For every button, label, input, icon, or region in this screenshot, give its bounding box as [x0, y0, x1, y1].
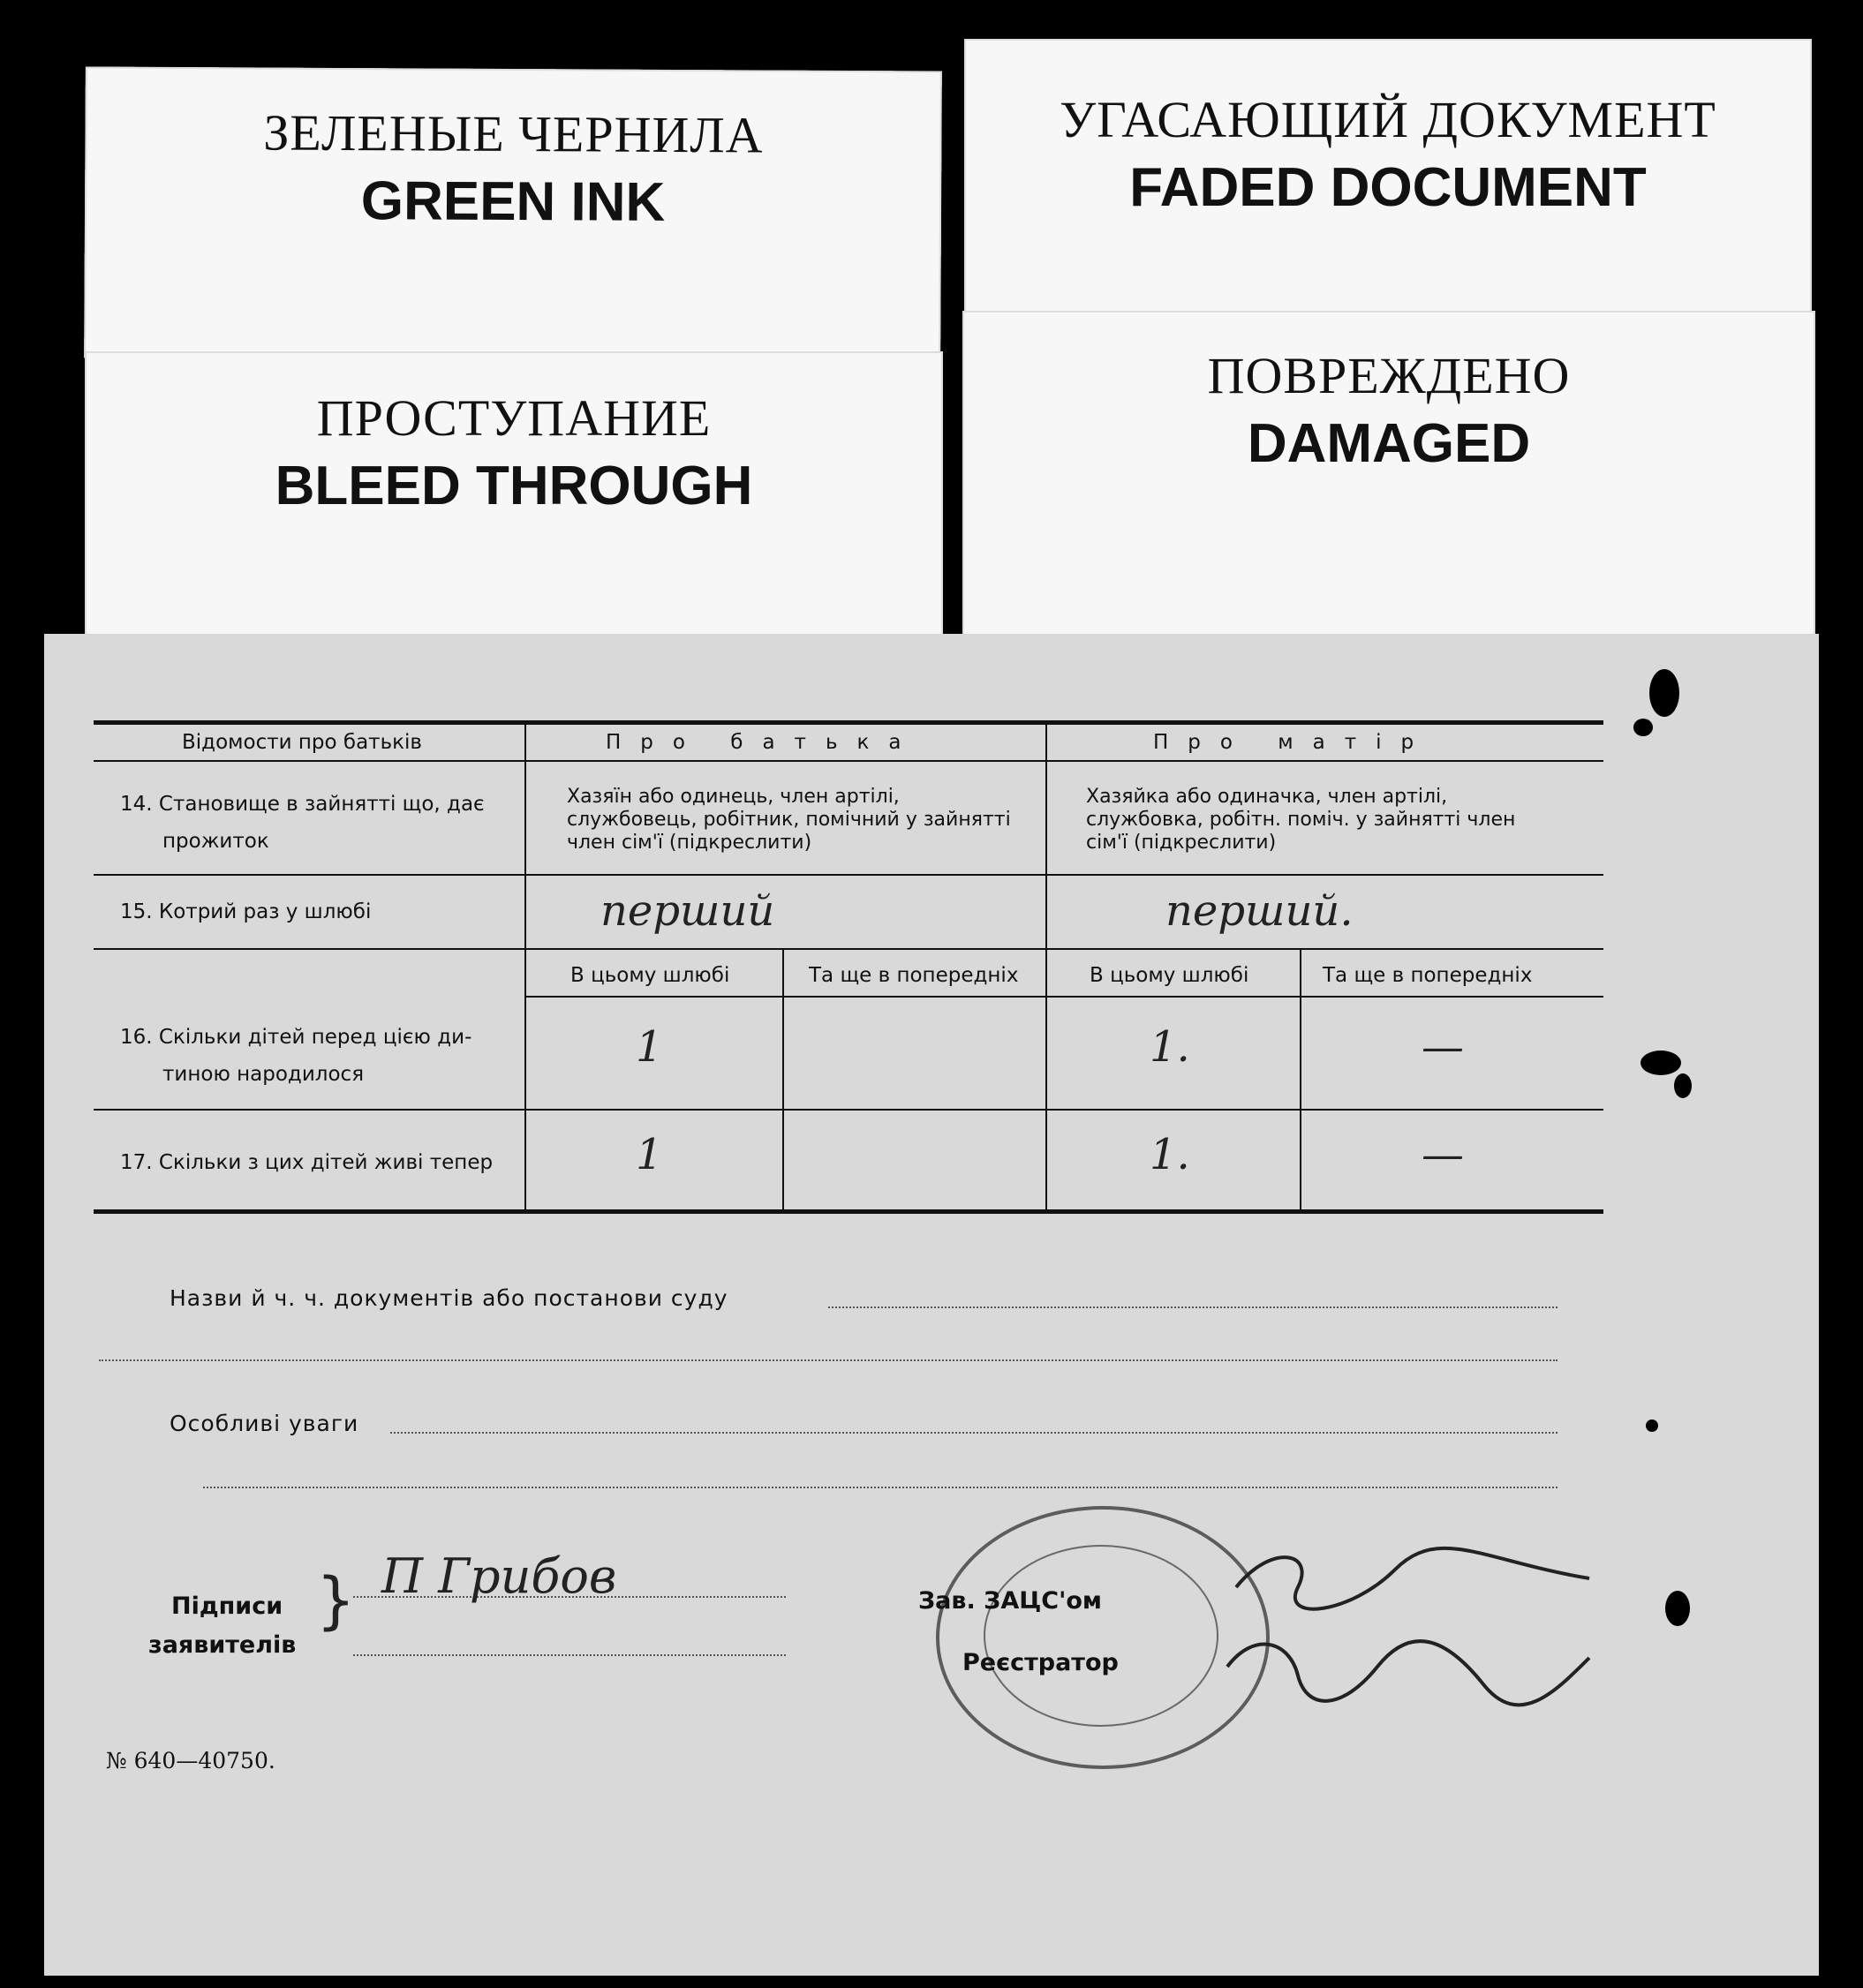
row15-label: 15. Котрий раз у шлюбі — [120, 900, 372, 923]
subheader-father-previous: Та ще в попередніх — [809, 964, 1019, 987]
card-damaged-en: DAMAGED — [1247, 413, 1531, 474]
card-damaged — [962, 311, 1815, 646]
notes-line — [390, 1432, 1558, 1434]
row17-father-current: 1 — [636, 1130, 663, 1179]
applicant-signature: П Грибов — [381, 1548, 617, 1604]
damage-hole — [1633, 719, 1653, 736]
card-faded-ru: УГАСАЮЩИЙ ДОКУМЕНТ — [1060, 91, 1716, 148]
row17-mother-current: 1. — [1150, 1130, 1190, 1179]
notes-label: Особливі уваги — [170, 1411, 359, 1436]
damage-hole — [1665, 1591, 1690, 1626]
notes-line-2 — [203, 1487, 1558, 1488]
row14-label-2: прожиток — [162, 830, 269, 853]
documents-line — [828, 1307, 1558, 1308]
form-number: № 640—40750. — [106, 1748, 275, 1773]
card-faded-document — [964, 39, 1812, 321]
subheader-mother-current: В цьому шлюбі — [1090, 964, 1249, 987]
card-bleed-ru: ПРОСТУПАНИЕ — [316, 389, 712, 447]
row16-label-2: тиною народилося — [162, 1063, 365, 1086]
card-bleed-en: BLEED THROUGH — [275, 456, 753, 516]
documents-label: Назви й ч. ч. документів або постанови суду — [170, 1285, 728, 1311]
row14-father-options: Хазяїн або одинець, член артілі, службовець, робітник, помічний у зайнятті член сім'ї (підкреслити) — [567, 786, 1011, 854]
applicants-bracket-icon: } — [316, 1564, 356, 1637]
damage-hole — [1640, 1050, 1681, 1075]
row14-label-1: 14. Становище в зайнятті що, дає — [120, 793, 485, 816]
header-mother: Про матір — [1153, 731, 1434, 754]
row17-mother-previous: — — [1422, 1130, 1464, 1179]
card-green-ink — [84, 66, 942, 362]
damage-hole — [1649, 669, 1679, 717]
row17-label: 17. Скільки з цих дітей живі тепер — [120, 1151, 494, 1174]
card-green-ink-en: GREEN INK — [360, 170, 666, 233]
row14-mother-options: Хазяйка або одиначка, член артілі, службовка, робітн. поміч. у зайнятті член сім'ї (підкреслити) — [1086, 786, 1516, 854]
header-father: Про батька — [606, 731, 921, 754]
stamp-inner-ring — [984, 1545, 1218, 1727]
card-damaged-ru: ПОВРЕЖДЕНО — [1207, 347, 1571, 404]
damage-hole — [1646, 1419, 1658, 1432]
documents-line-2 — [99, 1359, 1558, 1361]
row16-father-current: 1 — [636, 1022, 663, 1072]
row16-mother-current: 1. — [1150, 1022, 1190, 1072]
signature-line-2 — [353, 1654, 786, 1656]
row16-label-1: 16. Скільки дітей перед цією ди- — [120, 1026, 472, 1049]
registrar-label: Реєстратор — [962, 1649, 1119, 1676]
row16-mother-previous: — — [1422, 1022, 1464, 1072]
card-bleed-through — [85, 351, 943, 651]
subheader-father-current: В цьому шлюбі — [570, 964, 730, 987]
signatures-label-2: заявителів — [148, 1631, 297, 1659]
row15-father-value: перший — [600, 886, 775, 936]
row15-mother-value: перший. — [1165, 886, 1354, 936]
damage-hole — [1674, 1073, 1692, 1098]
header-parents-info: Відомости про батьків — [182, 731, 422, 754]
form-sheet — [44, 634, 1819, 1976]
card-faded-en: FADED DOCUMENT — [1129, 157, 1647, 218]
card-green-ink-ru: ЗЕЛЕНЫЕ ЧЕРНИЛА — [263, 103, 764, 164]
signatures-label-1: Підписи — [171, 1593, 283, 1620]
subheader-mother-previous: Та ще в попередніх — [1323, 964, 1533, 987]
head-label: Зав. ЗАЦС'ом — [918, 1587, 1102, 1615]
official-signatures-mark — [1218, 1534, 1607, 1728]
